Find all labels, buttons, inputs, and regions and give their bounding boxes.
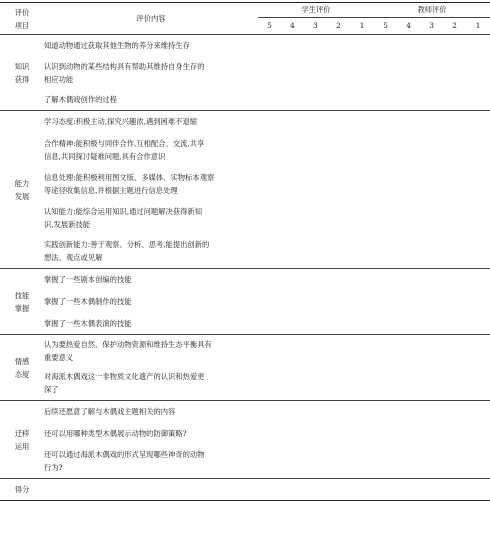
student-score-cell-1[interactable]	[350, 291, 374, 313]
criterion-line: 信息,共同探讨疑难问题,具有合作意识	[44, 151, 166, 161]
student-score-cell-2[interactable]	[327, 35, 350, 57]
teacher-score-cell-3[interactable]	[420, 235, 443, 269]
category-label: 知识	[14, 61, 30, 71]
student-score-cell-4[interactable]	[281, 367, 304, 401]
teacher-score-cell-3[interactable]	[420, 111, 443, 133]
criterion-text	[44, 235, 258, 269]
student-score-cell-4[interactable]	[281, 57, 304, 89]
criterion-line: 掌握了一些剧本创编的技能	[44, 275, 132, 285]
category-cell	[0, 111, 44, 269]
teacher-score-cell-3[interactable]	[420, 133, 443, 167]
category-label: 技能	[14, 290, 30, 300]
student-score-cell-5[interactable]	[258, 89, 281, 111]
table-row	[0, 111, 490, 133]
student-score-cell-4[interactable]	[281, 269, 304, 291]
criterion-line: 识,发展新技能	[44, 219, 91, 229]
criterion-line: 相应功能	[44, 74, 74, 84]
teacher-score-cell-2[interactable]	[443, 89, 466, 111]
student-score-cell-4[interactable]	[281, 313, 304, 335]
teacher-score-cell-4[interactable]	[397, 89, 420, 111]
teacher-score-cell-5[interactable]	[374, 235, 397, 269]
teacher-score-cell-3[interactable]	[420, 335, 443, 367]
table-row	[0, 423, 490, 445]
student-score-cell-5[interactable]	[258, 445, 281, 479]
teacher-score-cell-1[interactable]	[466, 167, 490, 201]
student-score-cell-2[interactable]	[327, 401, 350, 423]
criterion-text	[44, 89, 258, 111]
teacher-score-cell-3[interactable]	[420, 269, 443, 291]
student-score-cell-1[interactable]	[350, 423, 374, 445]
teacher-score-3: 3	[429, 21, 434, 30]
student-score-cell-3[interactable]	[304, 201, 327, 235]
student-score-cell-1[interactable]	[350, 313, 374, 335]
teacher-score-cell-1[interactable]	[466, 269, 490, 291]
teacher-score-cell-1[interactable]	[466, 423, 490, 445]
table-row	[0, 367, 490, 401]
teacher-score-1: 1	[475, 21, 481, 30]
student-score-cell-1[interactable]	[350, 201, 374, 235]
student-score-cell-5[interactable]	[258, 335, 281, 367]
student-score-cell-1[interactable]	[350, 401, 374, 423]
teacher-score-cell-4[interactable]	[397, 423, 420, 445]
student-score-cell-3[interactable]	[304, 35, 327, 57]
teacher-score-cell-1[interactable]	[466, 201, 490, 235]
criterion-text	[44, 401, 258, 423]
student-score-cell-5[interactable]	[258, 313, 281, 335]
teacher-score-cell-2[interactable]	[443, 269, 466, 291]
criterion-line: 等途径收集信息,并根据主题进行信息处理	[44, 185, 178, 195]
table-row	[0, 89, 490, 111]
student-score-cell-2[interactable]	[327, 335, 350, 367]
student-score-cell-5[interactable]	[258, 57, 281, 89]
student-score-cell-4[interactable]	[281, 167, 304, 201]
criterion-text	[44, 423, 258, 445]
teacher-score-cell-2[interactable]	[443, 313, 466, 335]
teacher-score-cell-4[interactable]	[397, 291, 420, 313]
student-score-cell-4[interactable]	[281, 89, 304, 111]
teacher-score-cell-5[interactable]	[374, 133, 397, 167]
table-body	[0, 35, 490, 479]
header-category	[0, 3, 44, 35]
category-label: 能力	[14, 178, 30, 188]
teacher-score-cell-3[interactable]	[420, 167, 443, 201]
student-score-cell-3[interactable]	[304, 367, 327, 401]
teacher-score-cell-5[interactable]	[374, 89, 397, 111]
teacher-score-cell-1[interactable]	[466, 401, 490, 423]
table-row	[0, 269, 490, 291]
student-score-cell-2[interactable]	[327, 133, 350, 167]
criterion-line: 实践创新能力:善于观察、分析、思考,能提出创新的	[44, 240, 210, 250]
evaluation-table	[0, 2, 490, 501]
student-score-cell-3[interactable]	[304, 445, 327, 479]
student-score-cell-2[interactable]	[327, 57, 350, 89]
score-total-student[interactable]	[258, 479, 374, 501]
student-score-cell-4[interactable]	[281, 111, 304, 133]
teacher-score-5: 5	[383, 21, 388, 30]
student-score-cell-2[interactable]	[327, 367, 350, 401]
teacher-score-cell-2[interactable]	[443, 401, 466, 423]
criterion-line: 对海派木偶戏这一非物质文化遗产的认识和热爱更	[44, 372, 205, 382]
teacher-score-cell-5[interactable]	[374, 269, 397, 291]
teacher-score-cell-3[interactable]	[420, 423, 443, 445]
teacher-score-cell-3[interactable]	[420, 57, 443, 89]
table-row	[0, 201, 490, 235]
teacher-score-cell-4[interactable]	[397, 401, 420, 423]
criterion-line: 认为要热爱自然、保护动物资源和维持生态平衡具有	[44, 339, 212, 349]
teacher-score-cell-5[interactable]	[374, 401, 397, 423]
criterion-text	[44, 367, 258, 401]
student-score-cell-5[interactable]	[258, 423, 281, 445]
student-score-cell-1[interactable]	[350, 235, 374, 269]
category-label: 迁移	[14, 428, 30, 438]
student-score-cell-5[interactable]	[258, 291, 281, 313]
header-content: 评价内容	[44, 3, 258, 35]
criterion-text	[44, 167, 258, 201]
teacher-score-cell-3[interactable]	[420, 367, 443, 401]
teacher-score-cell-5[interactable]	[374, 445, 397, 479]
category-cell	[0, 35, 44, 111]
criterion-line: 学习态度:积极主动,探究兴趣浓,遇到困难不退缩	[44, 117, 198, 127]
criterion-line: 行为?	[44, 463, 63, 473]
criterion-text	[44, 57, 258, 89]
table-row	[0, 167, 490, 201]
header-student-evaluation: 学生评价	[258, 3, 374, 18]
teacher-score-cell-4[interactable]	[397, 201, 420, 235]
teacher-score-4: 4	[406, 21, 411, 30]
teacher-score-cell-3[interactable]	[420, 291, 443, 313]
category-label: 获得	[14, 74, 30, 84]
table-row	[0, 35, 490, 57]
score-total-label: 得分	[14, 485, 30, 494]
teacher-score-cell-4[interactable]	[397, 111, 420, 133]
criterion-line: 掌握了一些木偶制作的技能	[44, 297, 132, 306]
teacher-score-cell-3[interactable]	[420, 445, 443, 479]
teacher-score-cell-2[interactable]	[443, 201, 466, 235]
criterion-line: 掌握了一些木偶表演的技能	[44, 318, 132, 328]
teacher-score-cell-2[interactable]	[443, 291, 466, 313]
teacher-score-cell-5[interactable]	[374, 201, 397, 235]
student-score-3: 3	[313, 21, 318, 30]
criterion-text	[44, 313, 258, 335]
teacher-score-cell-3[interactable]	[420, 89, 443, 111]
teacher-score-cell-1[interactable]	[466, 133, 490, 167]
student-score-cell-3[interactable]	[304, 335, 327, 367]
teacher-score-cell-1[interactable]	[466, 367, 490, 401]
student-score-cell-4[interactable]	[281, 201, 304, 235]
teacher-score-cell-5[interactable]	[374, 367, 397, 401]
student-score-cell-1[interactable]	[350, 133, 374, 167]
teacher-score-cell-3[interactable]	[420, 35, 443, 57]
table-footer	[0, 479, 490, 501]
header-category-line2: 项目	[14, 20, 30, 30]
student-score-cell-1[interactable]	[350, 367, 374, 401]
student-score-cell-1[interactable]	[350, 35, 374, 57]
teacher-score-cell-5[interactable]	[374, 35, 397, 57]
criterion-line: 认识到动物的某些结构具有帮助其维持自身生存的	[44, 61, 205, 71]
student-score-cell-3[interactable]	[304, 313, 327, 335]
student-score-cell-4[interactable]	[281, 445, 304, 479]
criterion-text	[44, 201, 258, 235]
student-score-cell-5[interactable]	[258, 269, 281, 291]
table-row	[0, 133, 490, 167]
student-score-cell-3[interactable]	[304, 57, 327, 89]
table-row	[0, 235, 490, 269]
teacher-score-cell-5[interactable]	[374, 111, 397, 133]
teacher-score-cell-4[interactable]	[397, 35, 420, 57]
student-score-cell-3[interactable]	[304, 167, 327, 201]
teacher-score-cell-5[interactable]	[374, 167, 397, 201]
table-header	[0, 3, 490, 35]
teacher-score-cell-1[interactable]	[466, 313, 490, 335]
student-score-cell-2[interactable]	[327, 423, 350, 445]
teacher-score-cell-2[interactable]	[443, 57, 466, 89]
criterion-text	[44, 35, 258, 57]
teacher-score-cell-2[interactable]	[443, 335, 466, 367]
student-score-cell-5[interactable]	[258, 401, 281, 423]
teacher-score-cell-4[interactable]	[397, 313, 420, 335]
student-score-cell-5[interactable]	[258, 111, 281, 133]
student-score-cell-2[interactable]	[327, 269, 350, 291]
category-label: 掌握	[14, 303, 30, 313]
teacher-score-cell-5[interactable]	[374, 291, 397, 313]
teacher-score-cell-2[interactable]	[443, 367, 466, 401]
teacher-score-cell-1[interactable]	[466, 445, 490, 479]
category-label: 情感	[14, 356, 30, 366]
category-cell	[0, 401, 44, 479]
student-score-5: 5	[267, 21, 272, 30]
criterion-text	[44, 111, 258, 133]
student-score-cell-2[interactable]	[327, 201, 350, 235]
category-label: 运用	[14, 441, 30, 451]
criterion-line: 还可以通过海派木偶戏的形式呈现哪些神奇的动物	[44, 450, 205, 460]
student-score-cell-2[interactable]	[327, 313, 350, 335]
teacher-score-cell-1[interactable]	[466, 35, 490, 57]
student-score-cell-4[interactable]	[281, 423, 304, 445]
teacher-score-cell-1[interactable]	[466, 89, 490, 111]
teacher-score-cell-4[interactable]	[397, 167, 420, 201]
criterion-text	[44, 269, 258, 291]
student-score-cell-5[interactable]	[258, 367, 281, 401]
teacher-score-cell-4[interactable]	[397, 335, 420, 367]
student-score-cell-3[interactable]	[304, 111, 327, 133]
table-row	[0, 335, 490, 367]
criterion-line: 合作精神:能积极与同伴合作,互相配合、交流,共享	[44, 138, 205, 148]
student-score-cell-5[interactable]	[258, 133, 281, 167]
criterion-text	[44, 133, 258, 167]
teacher-score-cell-4[interactable]	[397, 57, 420, 89]
student-score-cell-1[interactable]	[350, 269, 374, 291]
student-score-cell-3[interactable]	[304, 401, 327, 423]
student-score-cell-4[interactable]	[281, 35, 304, 57]
student-score-cell-3[interactable]	[304, 269, 327, 291]
teacher-score-cell-3[interactable]	[420, 313, 443, 335]
student-score-cell-4[interactable]	[281, 133, 304, 167]
teacher-score-cell-1[interactable]	[466, 291, 490, 313]
student-score-cell-1[interactable]	[350, 57, 374, 89]
student-score-4: 4	[290, 21, 295, 30]
score-total-teacher[interactable]	[374, 479, 490, 501]
student-score-cell-5[interactable]	[258, 235, 281, 269]
student-score-cell-2[interactable]	[327, 291, 350, 313]
teacher-score-cell-4[interactable]	[397, 269, 420, 291]
teacher-score-cell-5[interactable]	[374, 423, 397, 445]
teacher-score-cell-4[interactable]	[397, 235, 420, 269]
category-cell	[0, 269, 44, 335]
teacher-score-cell-2[interactable]	[443, 167, 466, 201]
criterion-line: 重要意义	[44, 352, 74, 362]
student-score-cell-5[interactable]	[258, 167, 281, 201]
criterion-line: 后续还愿意了解与木偶戏主题相关的内容	[44, 407, 176, 417]
table-row	[0, 445, 490, 479]
teacher-score-cell-5[interactable]	[374, 335, 397, 367]
teacher-score-cell-3[interactable]	[420, 401, 443, 423]
student-score-cell-3[interactable]	[304, 423, 327, 445]
student-score-cell-4[interactable]	[281, 235, 304, 269]
student-score-cell-2[interactable]	[327, 111, 350, 133]
student-score-cell-1[interactable]	[350, 445, 374, 479]
criterion-line: 认知能力:能综合运用知识,通过问题解决获得新知	[44, 206, 203, 216]
student-score-cell-1[interactable]	[350, 89, 374, 111]
teacher-score-cell-2[interactable]	[443, 235, 466, 269]
teacher-score-cell-2[interactable]	[443, 445, 466, 479]
table-row	[0, 291, 490, 313]
header-teacher-evaluation: 教师评价	[374, 3, 490, 18]
teacher-score-cell-2[interactable]	[443, 35, 466, 57]
teacher-score-2: 2	[452, 21, 457, 30]
category-label: 发展	[14, 191, 30, 201]
criterion-line: 想法、观点或见解	[44, 253, 103, 263]
teacher-score-cell-1[interactable]	[466, 235, 490, 269]
student-score-cell-2[interactable]	[327, 445, 350, 479]
student-score-cell-1[interactable]	[350, 111, 374, 133]
teacher-score-cell-4[interactable]	[397, 367, 420, 401]
criterion-text	[44, 335, 258, 367]
student-score-cell-4[interactable]	[281, 291, 304, 313]
criterion-line: 深了	[44, 385, 59, 395]
teacher-score-cell-1[interactable]	[466, 57, 490, 89]
student-score-cell-4[interactable]	[281, 335, 304, 367]
student-score-cell-3[interactable]	[304, 291, 327, 313]
criterion-line: 了解木偶戏创作的过程	[44, 94, 117, 104]
teacher-score-cell-1[interactable]	[466, 335, 490, 367]
student-score-cell-2[interactable]	[327, 235, 350, 269]
teacher-score-cell-2[interactable]	[443, 423, 466, 445]
teacher-score-cell-4[interactable]	[397, 445, 420, 479]
category-label: 态度	[14, 369, 30, 379]
criterion-line: 还可以用哪种类型木偶展示动物的防御策略?	[44, 429, 187, 438]
header-category-line1: 评价	[14, 7, 30, 17]
student-score-cell-2[interactable]	[327, 89, 350, 111]
student-score-cell-3[interactable]	[304, 235, 327, 269]
teacher-score-cell-4[interactable]	[397, 133, 420, 167]
student-score-cell-2[interactable]	[327, 167, 350, 201]
table-row	[0, 57, 490, 89]
teacher-score-cell-1[interactable]	[466, 111, 490, 133]
criterion-text	[44, 445, 258, 479]
score-total-content	[44, 479, 258, 501]
student-score-1: 1	[359, 21, 365, 30]
criterion-line: 知道动物通过获取其他生物的养分来维持生存	[44, 41, 190, 51]
student-score-cell-3[interactable]	[304, 133, 327, 167]
teacher-score-cell-2[interactable]	[443, 133, 466, 167]
student-score-cell-1[interactable]	[350, 167, 374, 201]
category-cell	[0, 335, 44, 401]
student-score-cell-1[interactable]	[350, 335, 374, 367]
teacher-score-cell-2[interactable]	[443, 111, 466, 133]
student-score-cell-5[interactable]	[258, 201, 281, 235]
table-row	[0, 313, 490, 335]
student-score-cell-5[interactable]	[258, 35, 281, 57]
table-row	[0, 401, 490, 423]
student-score-2: 2	[336, 21, 341, 30]
criterion-line: 信息处理:能积极利用图文版、多媒体、实物标本观察	[44, 172, 215, 182]
criterion-text	[44, 291, 258, 313]
teacher-score-cell-5[interactable]	[374, 57, 397, 89]
student-score-cell-3[interactable]	[304, 89, 327, 111]
teacher-score-cell-5[interactable]	[374, 313, 397, 335]
student-score-cell-4[interactable]	[281, 401, 304, 423]
teacher-score-cell-3[interactable]	[420, 201, 443, 235]
